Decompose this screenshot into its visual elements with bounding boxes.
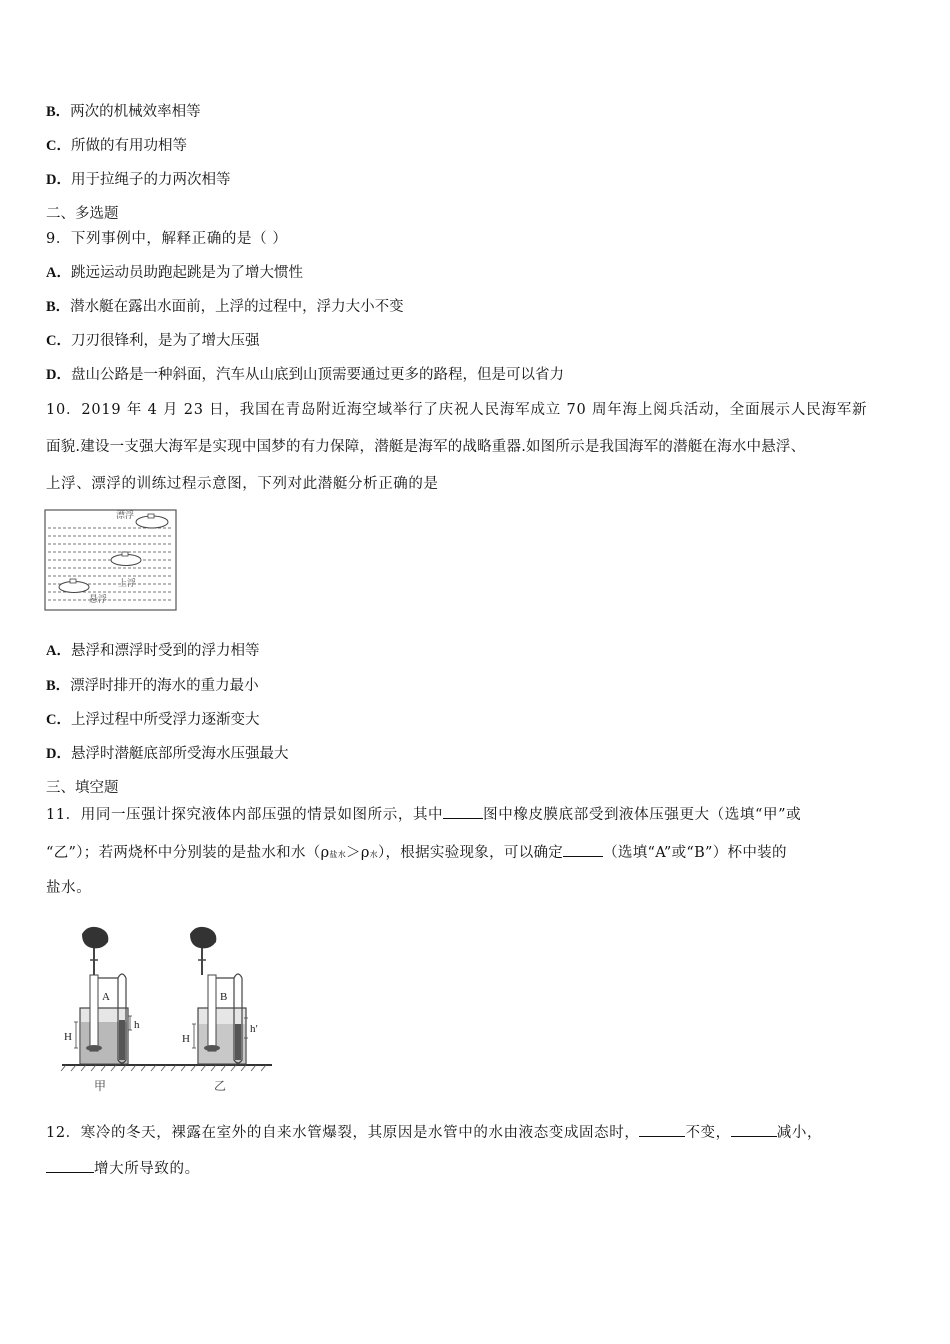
q12-line-1 <box>46 1121 822 1143</box>
option-text: 悬浮时潜艇底部所受海水压强最大 <box>70 746 289 762</box>
q10-stem-line-1: 10．2019 年 4 月 23 日，我国在青岛附近海空域举行了庆祝人民海军成立 70 周年海上阅兵活动，全面展示人民海军新 <box>46 402 868 418</box>
caption-jia: 甲 <box>94 1079 107 1093</box>
option-letter: D． <box>46 746 71 762</box>
label-rise: 上浮 <box>118 579 137 589</box>
option-text: 用于拉绳子的力两次相等 <box>70 172 231 188</box>
q12-blank-2[interactable] <box>731 1121 777 1137</box>
label-cup-a: A <box>102 991 110 1003</box>
q11-line-1 <box>46 803 801 825</box>
q10-stem-line-3: 上浮、漂浮的训练过程示意图，下列对此潜艇分析正确的是 <box>46 476 439 492</box>
option-letter: A． <box>46 643 71 659</box>
q11-blank-1[interactable] <box>443 803 483 819</box>
option-letter: B． <box>46 678 71 694</box>
option-text: 上浮过程中所受浮力逐渐变大 <box>70 712 260 728</box>
label-suspend: 悬浮 <box>89 595 108 605</box>
subscript-salt-water: 盐水 <box>329 850 347 859</box>
option-letter: B． <box>46 104 71 120</box>
q12-text: 减小， <box>776 1125 823 1141</box>
submarine-figure <box>44 508 178 612</box>
option-text: 潜水艇在露出水面前，上浮的过程中，浮力大小不变 <box>70 299 404 315</box>
option-text: 跳远运动员助跑起跳是为了增大惯性 <box>70 265 303 281</box>
pressure-gauge-figure <box>58 920 278 1100</box>
q11-text: （选填“A”或“B”）杯中装的 <box>603 845 787 861</box>
q10-stem-line-2: 面貌.建设一支强大海军是实现中国梦的有力保障，潜艇是海军的战略重器.如图所示是我国海军的潜艇在海水中悬浮、 <box>46 439 806 455</box>
subscript-water: 水 <box>369 850 378 859</box>
q8-option-b <box>46 102 201 122</box>
q11-line-2 <box>46 841 787 865</box>
option-letter: C． <box>46 712 71 728</box>
option-letter: A． <box>46 265 71 281</box>
q9-option-b <box>46 297 404 317</box>
q8-option-d <box>46 170 230 190</box>
option-text: 两次的机械效率相等 <box>70 104 201 120</box>
label-float: 漂浮 <box>116 511 135 521</box>
q12-blank-3[interactable] <box>46 1157 94 1173</box>
section-heading-multiple-choice: 二、多选题 <box>46 206 119 222</box>
q12-blank-1[interactable] <box>639 1121 685 1137</box>
option-letter: B． <box>46 299 71 315</box>
label-h-left: h <box>134 1019 140 1031</box>
q12-text: 增大所导致的。 <box>94 1161 200 1177</box>
q11-text: “乙”）；若两烧杯中分别装的是盐水和水（ρ <box>46 845 330 861</box>
apparatus-right <box>190 927 248 1064</box>
option-letter: D． <box>46 172 71 188</box>
q11-line-3: 盐水。 <box>46 880 92 896</box>
option-text: 刀刃很锋利，是为了增大压强 <box>70 333 260 349</box>
q9-option-d <box>46 365 564 385</box>
option-letter: C． <box>46 333 71 349</box>
label-H-right: H <box>182 1033 190 1045</box>
option-text: 盘山公路是一种斜面，汽车从山底到山顶需要通过更多的路程，但是可以省力 <box>70 367 564 383</box>
q10-option-a <box>46 641 259 661</box>
q12-text: 不变， <box>685 1125 731 1141</box>
option-letter: C． <box>46 138 71 154</box>
label-H-left: H <box>64 1031 72 1043</box>
section-heading-fill-in: 三、填空题 <box>46 780 119 796</box>
q11-blank-2[interactable] <box>563 841 603 857</box>
q11-text: 图中橡皮膜底部受到液体压强更大（选填“甲”或 <box>483 807 802 823</box>
option-text: 所做的有用功相等 <box>70 138 187 154</box>
q11-text: ），根据实验现象，可以确定 <box>377 845 564 861</box>
option-text: 漂浮时排开的海水的重力最小 <box>70 678 259 694</box>
q10-option-d <box>46 744 288 764</box>
label-h-right: h′ <box>250 1023 258 1035</box>
q10-option-b <box>46 676 259 696</box>
caption-yi: 乙 <box>214 1079 227 1093</box>
q12-text: 12．寒冷的冬天，裸露在室外的自来水管爆裂，其原因是水管中的水由液态变成固态时， <box>46 1125 640 1141</box>
q9-option-a <box>46 263 303 283</box>
q11-text: 11．用同一压强计探究液体内部压强的情景如图所示，其中 <box>46 807 444 823</box>
q12-line-2 <box>46 1157 200 1179</box>
q10-option-c <box>46 710 259 730</box>
label-cup-b: B <box>220 991 228 1003</box>
option-text: 悬浮和漂浮时受到的浮力相等 <box>70 643 260 659</box>
q9-stem: 9．下列事例中，解释正确的是（ ） <box>46 231 288 247</box>
q8-option-c <box>46 136 187 156</box>
q9-option-c <box>46 331 259 351</box>
option-letter: D． <box>46 367 71 383</box>
q11-text: ＞ρ <box>346 845 370 861</box>
